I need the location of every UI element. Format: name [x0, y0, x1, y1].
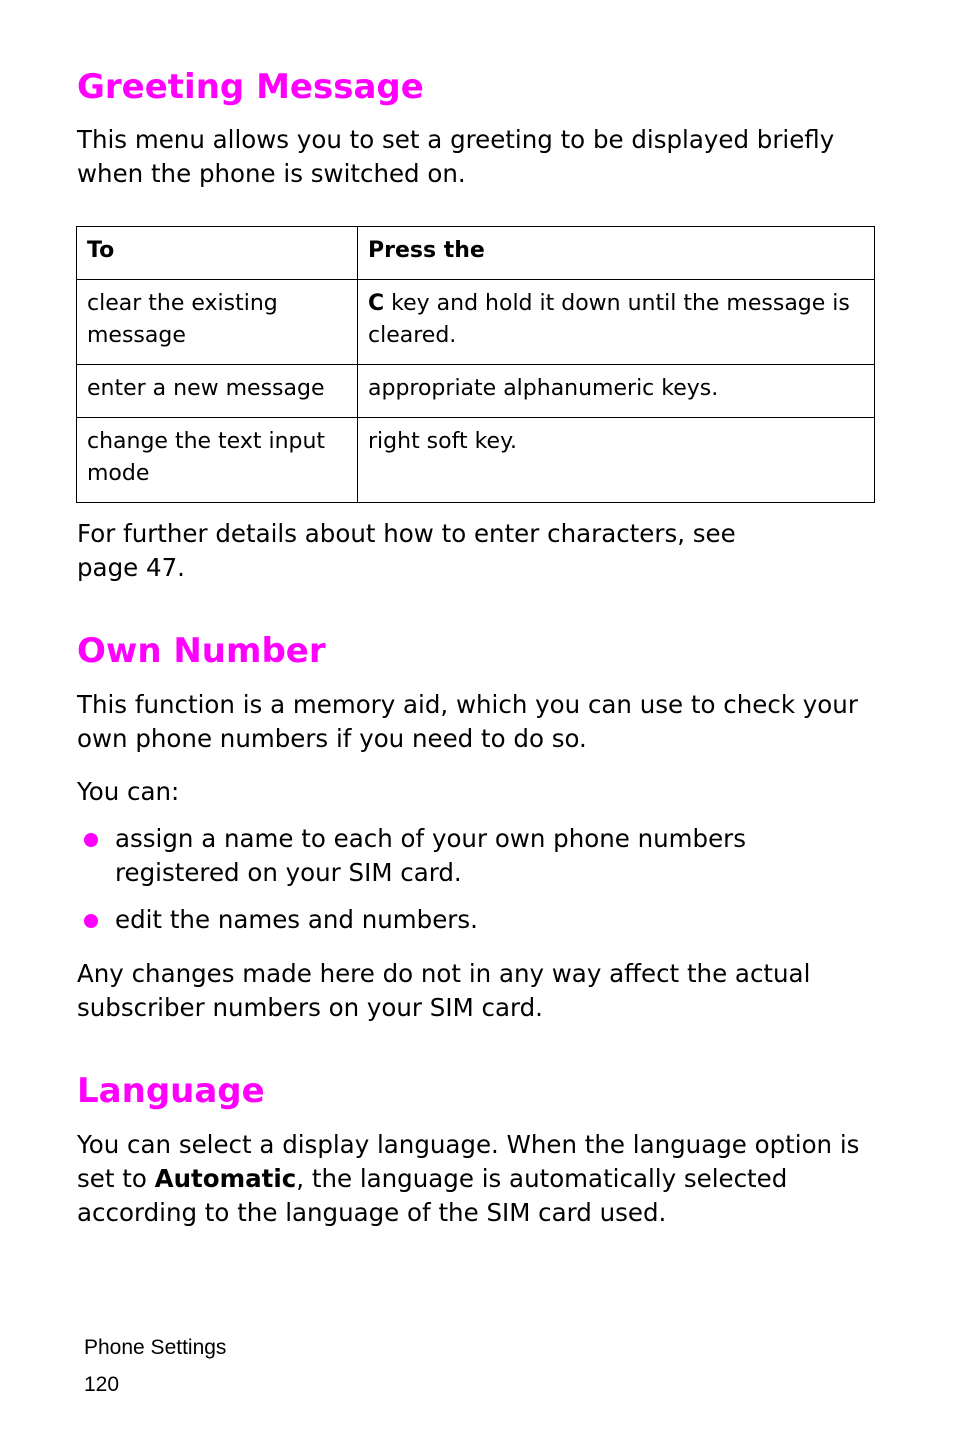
greeting-key-table	[76, 226, 875, 503]
own-number-intro: This function is a memory aid, which you can use to check your own phone numbers if you need to do so.	[77, 690, 858, 753]
list-item-text: assign a name to each of your own phone numbers registered on your SIM card.	[115, 824, 747, 887]
table-header-press: Press the	[358, 227, 875, 280]
table-cell-press: right soft key.	[358, 418, 875, 503]
bullet-icon	[84, 914, 98, 928]
language-heading: Language	[77, 1071, 265, 1111]
table-header-row	[77, 227, 875, 280]
list-item	[77, 903, 877, 937]
table-row	[77, 418, 875, 503]
bullet-icon	[84, 833, 98, 847]
table-row	[77, 365, 875, 418]
table-cell-to: enter a new message	[77, 365, 358, 418]
footer-section-name: Phone Settings	[84, 1336, 227, 1359]
language-text-start: You can select a display language. When the language option is set to	[77, 1130, 860, 1193]
own-number-heading: Own Number	[77, 631, 326, 671]
list-item-text: edit the names and numbers.	[115, 905, 478, 934]
you-can-label: You can:	[77, 777, 180, 806]
table-cell-press	[358, 280, 875, 365]
language-text-end: , the language is automatically selected according to the language of the SIM card used.	[77, 1164, 788, 1227]
table-cell-press-text: key and hold it down until the message is cleared.	[368, 291, 850, 348]
table-cell-to: clear the existing message	[77, 280, 358, 365]
automatic-option-label: Automatic	[154, 1164, 297, 1193]
table-header-to: To	[77, 227, 358, 280]
table-cell-to: change the text input mode	[77, 418, 358, 503]
table-cell-press: appropriate alphanumeric keys.	[358, 365, 875, 418]
footer-page-number: 120	[84, 1373, 120, 1396]
list-item	[77, 822, 877, 890]
greeting-intro: This menu allows you to set a greeting to be displayed briefly when the phone is switched on.	[77, 125, 835, 188]
own-number-note: Any changes made here do not in any way affect the actual subscriber numbers on your SIM card.	[77, 959, 811, 1022]
table-row	[77, 280, 875, 365]
greeting-note: For further details about how to enter characters, see page 47.	[77, 519, 736, 582]
language-text	[77, 1128, 877, 1230]
greeting-message-heading: Greeting Message	[77, 67, 424, 107]
c-key-label: C	[368, 291, 385, 316]
